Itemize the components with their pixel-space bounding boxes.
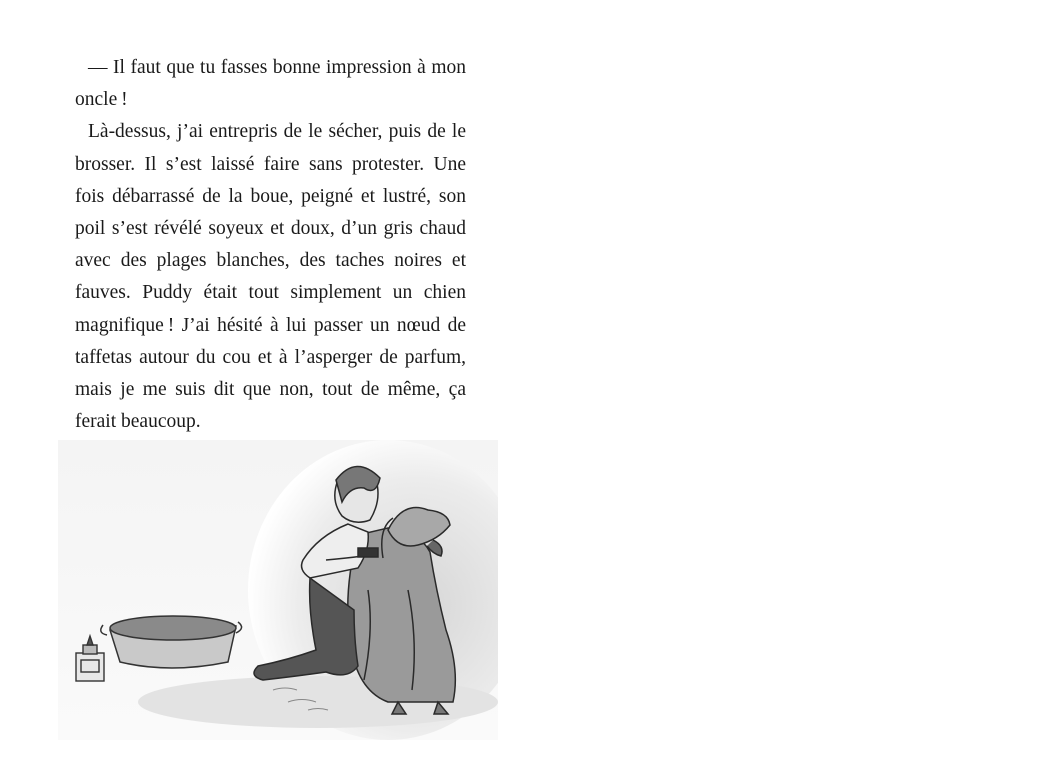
right-page bbox=[531, 0, 1062, 762]
text-block bbox=[75, 52, 466, 438]
paragraph-2: Là-dessus, j’ai entrepris de le sécher, puis de le brosser. Il s’est laissé faire sans protester. Une fois débarrassé de la boue, peigné et lustré, son poil s’est révélé soyeux et doux, d’un gris chaud avec des plages blanches, des taches noires et fauves. Puddy était tout simplement un chien magnifique ! J’ai hésité à lui passer un nœud de taffetas autour du cou et à l’asperger de parfum, mais je me suis dit que non, tout de même, ça ferait beaucoup. bbox=[75, 121, 466, 433]
wash-tub bbox=[101, 616, 242, 668]
brush bbox=[358, 548, 378, 557]
illustration-girl-brushing-dog bbox=[58, 440, 498, 740]
paragraph-1: — Il faut que tu fasses bonne impression à mon oncle ! bbox=[75, 57, 466, 111]
